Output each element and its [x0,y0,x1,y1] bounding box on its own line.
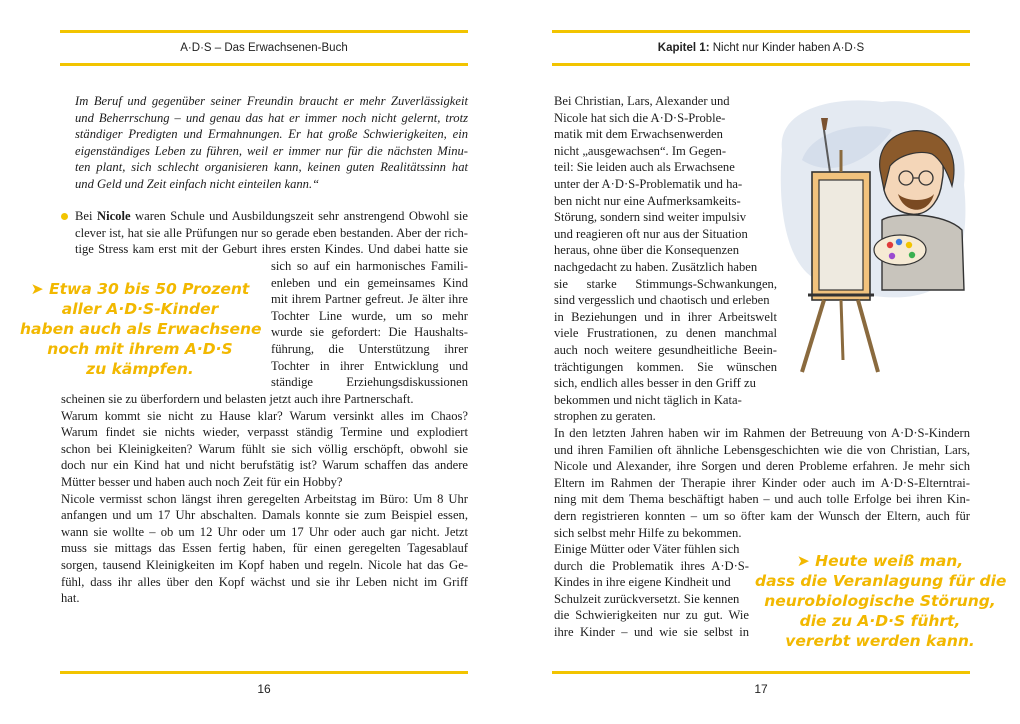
body-line: muss sie mittags das Essen fertig haben, für einen geregelten Tagesablauf [61,541,468,556]
body-line: tige Stress kam erst mit der Geburt ihres ersten Kindes. Und dabei hatte sie [75,242,468,257]
narrow-column [271,258,468,391]
chapter-title: Nicht nur Kinder haben A·D·S [709,42,865,54]
body-line: teil: Sie leiden auch als Erwachsene [554,160,735,175]
body-line: bekommen und nicht täglich in Kata- [554,392,742,407]
body-line: fühl, dass ihr alles über den Kopf wächst und sie ihr Leben nicht im Griff [61,574,468,589]
quote-line: und Geld und Zeit einfach nicht einteilen kann.“ [75,176,320,191]
pullquote-line: haben auch als Erwachsene [20,320,262,338]
body-line: sie starke Stimmungs-Schwankungen, [554,276,777,291]
body-line: Einige Mütter oder Väter fühlen sich [554,542,740,556]
body-line: Schulzeit zurückversetzt. Sie kennen [554,591,740,606]
quote-line: Im Beruf und gegenüber seiner Freundin braucht er mehr Zuverlässigkeit [75,94,468,108]
body-line: die Schwierigkeiten nur zu gut. Wie [554,608,749,623]
body-line: sich, endlich alles besser in den Griff zu [554,376,756,391]
header-rule [552,63,970,66]
body-line: heraus, ohne über die Konsequenzen [554,243,739,258]
body-line: matik mit dem Erwachsenwerden [554,127,723,142]
body-line: nicht „ausgewachsen“. Im Gegen- [554,143,727,158]
pullquote-line: neurobiologische Störung, [764,592,996,610]
pullquote-line: die zu A·D·S führt, [799,612,961,630]
bullet-paragraph [75,208,468,258]
right-page [510,0,1020,724]
body-line: hat. [61,591,80,606]
body-line: sich selbst mehr Hilfe zu bekommen. [554,525,742,540]
quote-line: ten plant, sich schlecht organisieren kann, keinen guten Realitätssinn hat [75,160,468,175]
body-line: viele Frustrationen, zu denen manchmal [554,326,777,341]
body-line: Tochter in ihrer Entwicklung und [271,358,468,373]
body-line: in Beziehungen und in ihrer Arbeitswelt [554,309,777,324]
quote-line: und Beherrschung – und genau das hat er immer noch nicht gelernt, trotz [75,110,468,125]
body-line: nachgedacht zu haben. Zusätzlich haben [554,259,758,274]
body-line: unter der A·D·S-Problematik und ha- [554,176,743,191]
body-line: ihre Kinder – und wie sie selbst in [554,624,749,639]
pullquote-line: ➤ Heute weiß man, [796,552,964,570]
pullquote-line: zu kämpfen. [86,360,194,378]
pullquote-line: vererbt werden kann. [785,632,975,650]
body-line: führung, die Unterstützung ihrer [271,341,468,356]
body-line: Nicole und Alexander, ihre Sorgen und deren Probleme erfahren. Je mehr sich [554,459,970,474]
body-line: Mütter besser und haben auch noch Zeit für ein Hobby? [61,474,343,489]
quote-line: eigenständiges Leben zu führen, weil er immer nur für die nächsten Minu- [75,143,468,158]
running-head [552,42,970,54]
narrow-column-2 [554,541,749,641]
painter-at-easel-icon [772,90,972,380]
body-line: In den letzten Jahren haben wir im Rahmen der Betreuung von A·D·S-Kindern [554,426,970,440]
body-line: ben nicht nur eine Aufmerksamkeits- [554,193,741,208]
quote-line: ständiger Predigten und Ermahnungen. Er hat große Schwierigkeiten, ein [75,127,468,142]
pullquote-left [20,279,260,379]
full-column [554,425,970,541]
body-line: sind vergesslich und chaotisch und erleben [554,293,770,308]
page-number: 17 [754,682,768,696]
body-line: scheinen sie zu überfordern und belasten jetzt auch ihre Partnerschaft. [61,392,414,406]
pullquote-line: ➤ Etwa 30 bis 50 Prozent [30,280,250,298]
footer-rule [552,671,970,674]
body-line: Bei Christian, Lars, Alexander und [554,94,730,108]
body-line: Nicole hat sich die A·D·S-Proble- [554,110,726,125]
body-line: strophen zu geraten. [554,409,656,424]
header-rule [60,63,468,66]
body-line: Störung, sondern sind weiter impulsiv [554,210,747,225]
body-line: Warum kommt sie nicht zu Hause klar? Warum versinkt alles im Chaos? [61,408,468,423]
running-head: A·D·S – Das Erwachsenen-Buch [180,42,348,54]
body-line: ning mit dem Thema beschäftigt haben – und auch tolle Erfolge bei ihren Kin- [554,492,970,507]
pullquote-line: noch mit ihrem A·D·S [47,340,233,358]
body-line: wurde sie gefordert: Die Haushalts- [271,325,468,340]
body-line: clever ist, hat sie alle Prüfungen nur so gerade eben bestanden. Aber der rich- [75,225,468,240]
body-line: sich so auf ein harmonisches Famili- [271,259,468,273]
body-line: Eltern im Rahmen der Therapie ihrer Kinder oder auch im A·D·S-Elterntrai- [554,475,970,490]
pullquote-line: dass die Veranlagung für die [755,572,1007,590]
pullquote-right [755,551,1005,651]
narrow-column [554,93,777,425]
body-line: anfangen und um 17 Uhr abschalten. Damals konnte sie zum Beispiel essen, [61,508,468,523]
body-line: doch nur ein Kind hat und nicht berufstätig ist? Warum schaffen das andere [61,458,468,473]
chapter-label: Kapitel 1: [657,42,710,54]
body-line: sorgen, tausend Kleinigkeiten im Kopf haben und regeln. Nicole hat das Ge- [61,557,468,572]
top-rule [552,30,970,33]
page-number: 16 [257,682,271,696]
bullet-dot [61,213,68,220]
body-line: ständige Erziehungsdiskussionen [271,375,468,390]
body-line: auch noch weitere gesundheitliche Beein- [554,342,777,357]
body-line: Kindes in ihre eigene Kindheit und [554,575,731,590]
body-line: Warum findet sie nichts wieder, verpasst ständig Termine und explodiert [61,425,468,440]
name-nicole: Nicole [96,209,131,223]
body-line: dern registrieren konnten – um so öfter kam der Wunsch der Eltern, auch für [554,508,970,523]
body-line: trächtigungen kommen. Sie wünschen [554,359,777,374]
top-rule [60,30,468,33]
footer-rule [60,671,468,674]
body-line: schon bei Kleinigkeiten? Warum fühlt sie sich völlig erschöpft, obwohl sie [61,441,468,456]
body-line: wann sie wollte – ob um 12 Uhr oder um 17 Uhr oder auch gar nicht. Jetzt [61,524,468,539]
pullquote-line: aller A·D·S-Kinder [61,300,219,318]
quote-paragraph [75,93,468,193]
body-line: und reagieren oft nur aus der Situation [554,226,748,241]
body-line: Nicole vermisst schon längst ihren geregelten Arbeitstag im Büro: Um 8 Uhr [61,491,468,506]
body-line: und ihren Familien oft ähnliche Lebensgeschichten wie die von Christian, Lars, [554,442,970,457]
full-column [61,391,468,607]
body-line: Tochter Line wurde, um so mehr [271,308,468,323]
body-line: durch die Problematik ihres A·D·S- [554,558,749,573]
body-line: Bei Nicole waren Schule und Ausbildungszeit sehr anstrengend Obwohl sie [75,209,468,223]
body-line: mit ihrem Partner gefreut. Je älter ihre [271,292,468,307]
body-line: enleben und ein gemeinsames Kind [271,275,468,290]
